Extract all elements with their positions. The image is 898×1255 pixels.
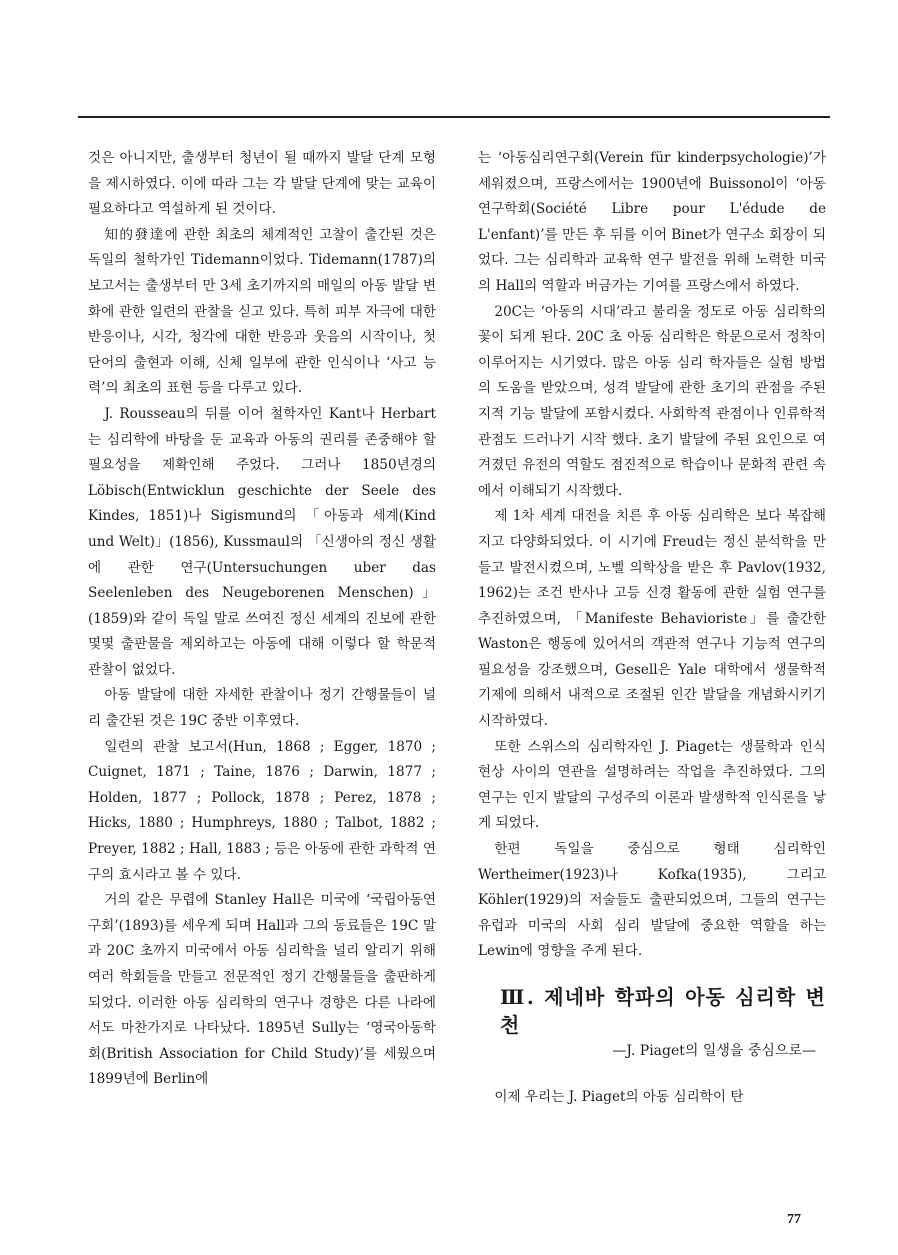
paragraph: 아동 발달에 대한 자세한 관찰이나 정기 간행물들이 널리 출간된 것은 19C 중반 이후였다. xyxy=(88,687,436,730)
page-number: 77 xyxy=(787,1212,801,1227)
section-heading xyxy=(500,983,826,1063)
paragraph: 것은 아니지만, 출생부터 청년이 될 때까지 발달 단계 모형을 제시하였다. 이에 따라 그는 각 발달 단계에 맞는 교육이 필요하다고 역설하게 된 것이다. xyxy=(88,150,436,218)
paragraph: 는 ‘아동심리연구회(Verein für kinderpsychologie)’가 세워졌으며, 프랑스에서는 1900년에 Buissonol이 ‘아동연구학회(Société Libre pour L'édude de L'enfant)’를 만든 후 뒤를 이어 Binet가 연구소 회장이 되었다. 그는 심리학과 교육학 연구 발전을 위해 노력한 미국의 Hall의 역할과 버금가는 기여를 프랑스에서 하였다. xyxy=(478,150,826,294)
section-title: Ⅲ. 제네바 학파의 아동 심리학 변천 xyxy=(500,985,826,1037)
paragraph: 한편 독일을 중심으로 형태 심리학인 Wertheimer(1923)나 Kofka(1935), 그리고 Köhler(1929)의 저술들도 출판되었으며, 그들의 연구는 유럽과 미국의 사회 심리 발달에 중요한 역할을 하는 Lewin에 영향을 주게 된다. xyxy=(478,841,826,960)
paragraph: 일련의 관찰 보고서(Hun, 1868 ; Egger, 1870 ; Cuignet, 1871 ; Taine, 1876 ; Darwin, 1877 ; Holden, 1877 ; Pollock, 1878 ; Perez, 1878 ; Hicks, 1880 ; Humphreys, 1880 ; Talbot, 1882 ; Preyer, 1882 ; Hall, 1883 ; 등은 아동에 관한 과학적 연구의 효시라고 볼 수 있다. xyxy=(88,738,436,883)
paragraph: 제 1차 세계 대전을 치른 후 아동 심리학은 보다 복잡해지고 다양화되었다. 이 시기에 Freud는 정신 분석학을 만들고 발전시켰으며, 노벨 의학상을 받은 후 Pavlov(1932, 1962)는 조건 반사나 고등 신경 활동에 관한 실험 연구를 추진하였으며, 「Manifeste Behavioriste」를 출간한 Waston은 행동에 있어서의 객관적 연구나 기능적 연구의 필요성을 강조했으며, Gesell은 Yale 대학에서 생물학적 기제에 의해서 내적으로 조절된 인간 발달을 개념화시키기 시작하였다. xyxy=(478,508,826,730)
paragraph: J. Rousseau의 뒤를 이어 철학자인 Kant나 Herbart는 심리학에 바탕을 둔 교육과 아동의 권리를 존중해야 할 필요성을 제확인해 주었다. 그러나 1850년경의 Löbisch(Entwicklun geschichte der Seele des Kindes, 1851)나 Sigismund의 「아동과 세계(Kind und Welt)」(1856), Kussmaul의 「신생아의 정신 생활에 관한 연구(Untersuchungen uber das Seelenleben des Neugeborenen Menschen)」(1859)와 같이 독일 말로 쓰여진 정신 세계의 진보에 관한 몇몇 출판물을 제외하고는 아동에 대해 이렇다 할 학문적 관찰이 없었다. xyxy=(88,405,436,678)
section-subtitle: —J. Piaget의 일생을 중심으로— xyxy=(612,1043,816,1059)
paragraph: 거의 같은 무렵에 Stanley Hall은 미국에 ‘국립아동연구회’(1893)를 세우게 되며 Hall과 그의 동료들은 19C 말과 20C 초까지 미국에서 아동 심리학을 널리 알리기 위해 여러 학회들을 만들고 전문적인 정기 간행물들을 출판하게 되었다. 이러한 아동 심리학의 연구나 경향은 다른 나라에서도 마찬가지로 나타났다. 1895년 Sully는 ‘영국아동학회(British Association for Child Study)’를 세웠으며 1899년에 Berlin에 xyxy=(88,892,436,1088)
header-rule xyxy=(78,116,830,118)
paragraph: 이제 우리는 J. Piaget의 아동 심리학이 탄 xyxy=(494,1089,744,1105)
paragraph: 또한 스위스의 심리학자인 J. Piaget는 생물학과 인식 현상 사이의 연관을 설명하려는 작업을 추진하였다. 그의 연구는 인지 발달의 구성주의 이론과 발생학적 인식론을 낳게 되었다. xyxy=(478,738,826,832)
paragraph: 知的發達에 관한 최초의 체계적인 고찰이 출간된 것은 독일의 철학가인 Tidemann이었다. Tidemann(1787)의 보고서는 출생부터 만 3세 초기까지의 매일의 아동 발달 변화에 관한 일련의 관찰을 싣고 있다. 특히 피부 자극에 대한 반응이나, 시각, 청각에 대한 반응과 웃음의 시작이나, 첫 단어의 출현과 이해, 신체 일부에 관한 인식이나 ‘사고 능력’의 최초의 표현 등을 다루고 있다. xyxy=(88,226,436,397)
right-column xyxy=(478,146,826,1111)
paragraph: 20C는 ‘아동의 시대’라고 불리울 정도로 아동 심리학의 꽃이 되게 된다. 20C 초 아동 심리학은 학문으로서 정착이 이루어지는 시기였다. 많은 아동 심리 학자들은 실험 방법의 도움을 받았으며, 성격 발달에 관한 초기의 관점을 주된 지적 기능 발달에 포함시켰다. 사회학적 관점이나 인류학적 관점도 드러나기 시작 했다. 초기 발달에 주된 요인으로 여겨졌던 유전의 역할도 점진적으로 학습이나 문화적 관련 속에서 이해되기 시작했다. xyxy=(478,303,826,499)
left-column xyxy=(88,146,436,1093)
